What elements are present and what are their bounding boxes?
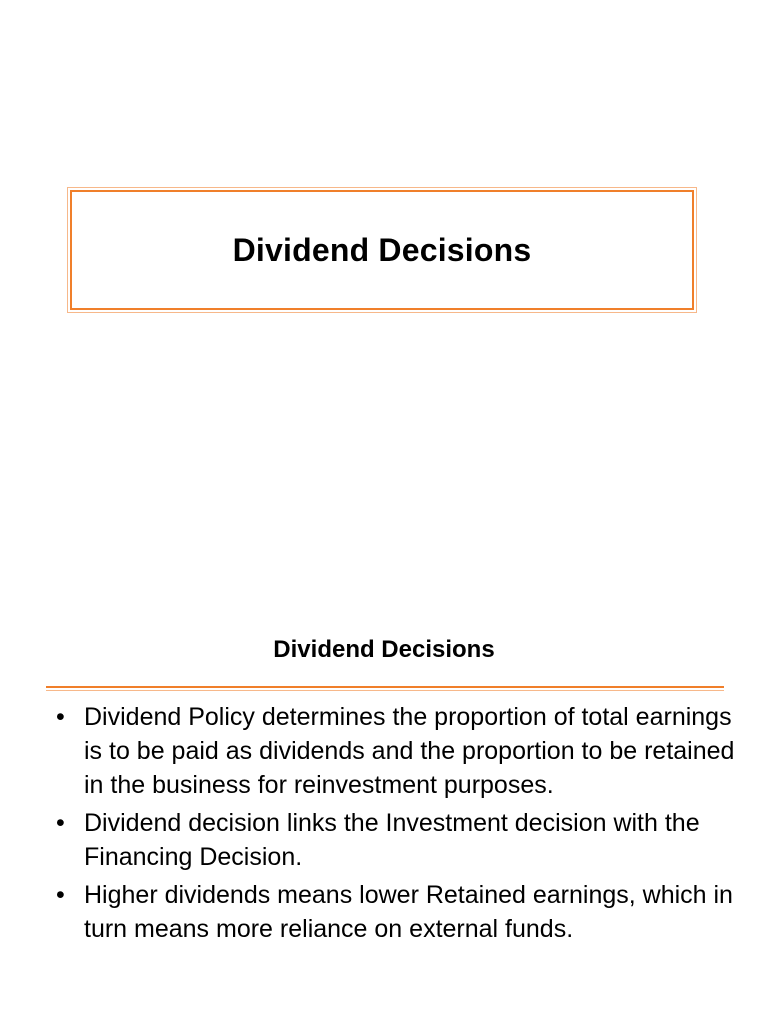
bullet-icon: •: [56, 809, 65, 837]
title-divider-shadow: [46, 690, 724, 691]
bullet-list: [56, 700, 736, 950]
section-title: Dividend Decisions: [273, 636, 495, 663]
title-divider: [46, 686, 724, 688]
bullet-text: Dividend Policy determines the proportion of total earnings is to be paid as dividends and the proportion to be retained in the business for reinvestment purposes.: [84, 703, 735, 799]
bullet-text: Higher dividends means lower Retained earnings, which in turn means more reliance on external funds.: [84, 881, 733, 943]
bullet-icon: •: [56, 703, 65, 731]
bullet-item: [56, 878, 736, 946]
bullet-item: [56, 700, 736, 802]
slide-title: Dividend Decisions: [232, 231, 532, 268]
bullet-text: Dividend decision links the Investment decision with the Financing Decision.: [84, 809, 700, 871]
bullet-item: [56, 806, 736, 874]
bullet-icon: •: [56, 881, 65, 909]
title-box: [70, 190, 694, 310]
